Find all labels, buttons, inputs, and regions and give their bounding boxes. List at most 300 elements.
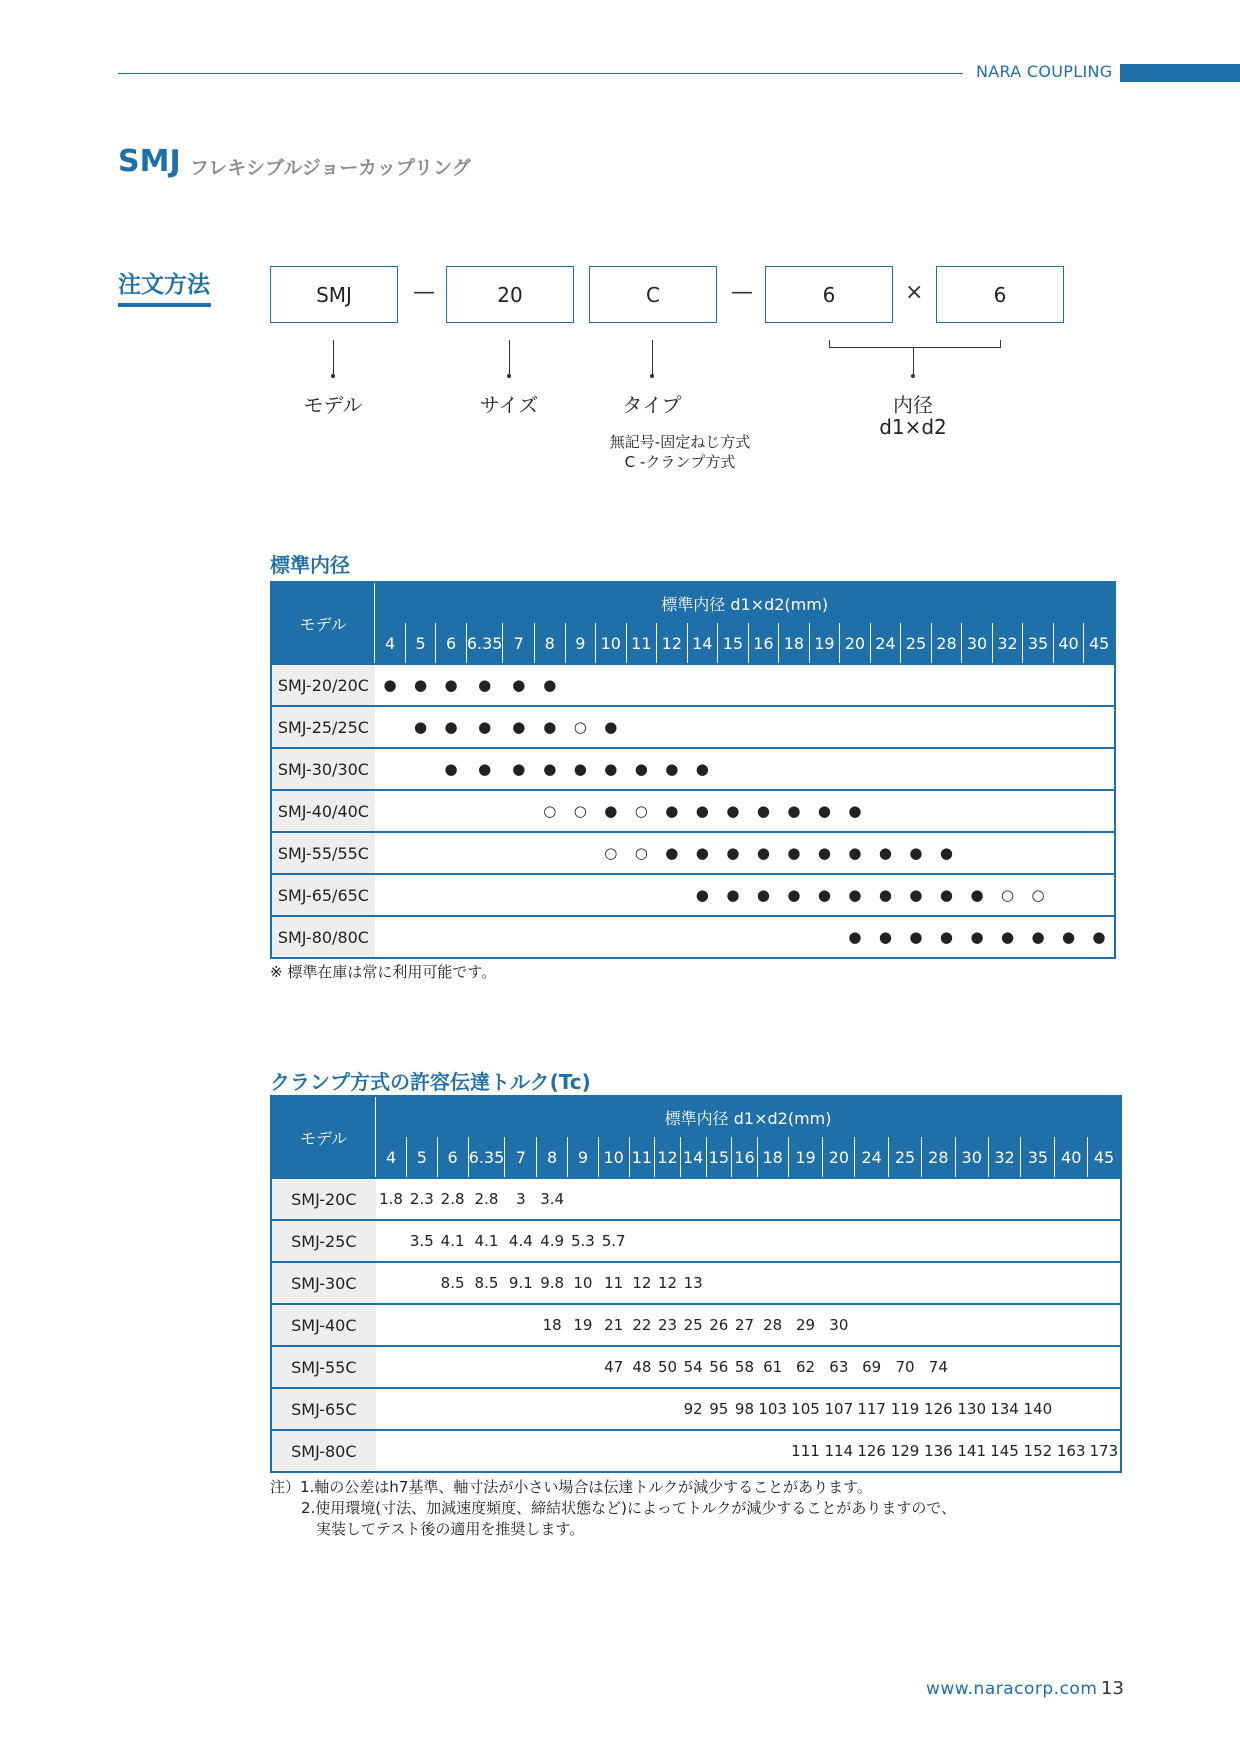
table-cell (1055, 1262, 1088, 1304)
table-cell: ● (657, 832, 688, 874)
table-cell: ● (405, 664, 436, 706)
table-cell (779, 706, 810, 748)
table-cell (565, 874, 596, 916)
table-cell: ● (503, 748, 535, 790)
table-cell (855, 1220, 889, 1262)
row-model-name: SMJ-20C (271, 1178, 376, 1220)
order-label-size: サイズ (479, 393, 539, 417)
order-times-sign: × (905, 280, 924, 305)
table-cell: ● (535, 664, 566, 706)
table-cell: 129 (889, 1430, 922, 1472)
table-cell (466, 790, 503, 832)
table-cell (855, 1304, 889, 1346)
table-cell (955, 1178, 988, 1220)
row-model-name: SMJ-40C (271, 1304, 376, 1346)
table-cell (779, 916, 810, 958)
table-cell: ● (748, 790, 779, 832)
table-cell (596, 916, 627, 958)
bore-size-header: 24 (855, 1137, 889, 1178)
table-cell (1055, 1388, 1088, 1430)
table-cell (598, 1178, 629, 1220)
table-cell (629, 1220, 655, 1262)
table-cell (870, 748, 901, 790)
table-cell: 5.3 (568, 1220, 599, 1262)
connector-dot (331, 374, 335, 378)
table-cell: ● (718, 832, 749, 874)
table-cell (809, 916, 840, 958)
table-cell (757, 1262, 788, 1304)
table-cell: ● (375, 664, 406, 706)
table-cell: 50 (655, 1346, 681, 1388)
table-cell: ● (779, 790, 810, 832)
bore-size-header: 12 (655, 1137, 681, 1178)
table-cell: ● (503, 706, 535, 748)
table-cell (436, 832, 467, 874)
table-cell (1088, 1304, 1121, 1346)
table-cell (889, 1178, 922, 1220)
table-cell: ● (466, 748, 503, 790)
standard-bore-title: 標準内径 (270, 553, 350, 577)
bore-size-header: 6.35 (466, 623, 503, 664)
table-cell (1023, 790, 1054, 832)
row-model-name: SMJ-65C (271, 1388, 376, 1430)
table-cell (732, 1220, 758, 1262)
table-cell (809, 664, 840, 706)
table-cell: ○ (565, 706, 596, 748)
table-cell: ● (870, 874, 901, 916)
table-cell (992, 790, 1023, 832)
table-cell (535, 916, 566, 958)
table-cell (1084, 748, 1115, 790)
table-row (271, 916, 1115, 958)
bracket-bottom (829, 347, 1001, 348)
table-cell: 9.8 (537, 1262, 568, 1304)
table-cell: 9.1 (505, 1262, 537, 1304)
table-cell (537, 1346, 568, 1388)
table-cell (565, 664, 596, 706)
table-row (271, 1430, 1121, 1472)
table-cell (840, 748, 871, 790)
table-cell: ● (809, 790, 840, 832)
table-cell: ● (503, 664, 535, 706)
table-cell (405, 832, 436, 874)
table-cell (1055, 1178, 1088, 1220)
table-cell (757, 1178, 788, 1220)
table-cell (657, 706, 688, 748)
table-cell (468, 1430, 505, 1472)
table-cell (788, 1178, 823, 1220)
table-cell (788, 1220, 823, 1262)
bore-size-header: 6 (436, 623, 467, 664)
table-cell (962, 790, 993, 832)
table-row (271, 874, 1115, 916)
table-cell: 47 (598, 1346, 629, 1388)
table-cell: 4.4 (505, 1220, 537, 1262)
table-cell: ● (901, 916, 932, 958)
table-cell (565, 832, 596, 874)
table-cell (657, 664, 688, 706)
bore-size-header: 40 (1055, 1137, 1088, 1178)
table-cell (870, 790, 901, 832)
table-cell (788, 1262, 823, 1304)
order-method-underline (118, 303, 211, 307)
table-cell: 141 (955, 1430, 988, 1472)
model-column-header: モデル (271, 582, 375, 664)
table-cell: 28 (757, 1304, 788, 1346)
page-title-subtitle: フレキシブルジョーカップリング (190, 157, 471, 179)
table-cell (568, 1346, 599, 1388)
row-model-name: SMJ-20/20C (271, 664, 375, 706)
table-cell (809, 748, 840, 790)
table-cell (901, 748, 932, 790)
table-cell: 2.8 (468, 1178, 505, 1220)
table-cell (503, 874, 535, 916)
table-cell: 54 (680, 1346, 706, 1388)
table-cell: ● (870, 832, 901, 874)
bore-size-header: 5 (406, 1137, 437, 1178)
table-row (271, 1388, 1121, 1430)
table-cell: 19 (568, 1304, 599, 1346)
table-cell (955, 1220, 988, 1262)
connector-line (913, 347, 914, 375)
table-cell (1053, 874, 1084, 916)
table-cell (375, 706, 406, 748)
table-cell: ● (596, 790, 627, 832)
table-cell (535, 832, 566, 874)
standard-bore-footnote: ※ 標準在庫は常に利用可能です。 (270, 963, 497, 981)
table-cell: 2.3 (406, 1178, 437, 1220)
table-cell: 134 (988, 1388, 1021, 1430)
bore-size-header: 4 (375, 623, 406, 664)
bore-size-header: 10 (598, 1137, 629, 1178)
table-cell: 4.9 (537, 1220, 568, 1262)
table-cell: 103 (757, 1388, 788, 1430)
table-row (271, 706, 1115, 748)
table-cell: 25 (680, 1304, 706, 1346)
table-cell (466, 916, 503, 958)
bore-size-header: 6 (437, 1137, 468, 1178)
table-cell (1053, 832, 1084, 874)
table-cell (732, 1262, 758, 1304)
table-cell: 10 (568, 1262, 599, 1304)
table-cell: 23 (655, 1304, 681, 1346)
table-cell (1084, 790, 1115, 832)
table-cell: 62 (788, 1346, 823, 1388)
table-cell (437, 1346, 468, 1388)
table-cell: 8.5 (468, 1262, 505, 1304)
table-cell (537, 1430, 568, 1472)
header-brand: NARA COUPLING (976, 62, 1113, 81)
table-cell (680, 1178, 706, 1220)
table-cell (406, 1262, 437, 1304)
table-cell: 21 (598, 1304, 629, 1346)
table-cell: ● (466, 706, 503, 748)
table-cell (901, 790, 932, 832)
table-cell (1088, 1388, 1121, 1430)
table-cell: 3.4 (537, 1178, 568, 1220)
table-cell: ● (535, 706, 566, 748)
bore-size-header: 18 (779, 623, 810, 664)
table-cell: 1.8 (376, 1178, 407, 1220)
table-cell (626, 874, 657, 916)
table-cell (870, 664, 901, 706)
bore-size-header: 8 (537, 1137, 568, 1178)
table-cell (901, 706, 932, 748)
table-cell (1055, 1346, 1088, 1388)
table-cell: 70 (889, 1346, 922, 1388)
table-cell (535, 874, 566, 916)
table-cell (505, 1430, 537, 1472)
table-cell (1021, 1346, 1055, 1388)
table-cell (376, 1262, 407, 1304)
table-cell (1053, 664, 1084, 706)
table-cell (1088, 1262, 1121, 1304)
table-cell: ● (809, 832, 840, 874)
table-cell (1053, 706, 1084, 748)
table-cell (565, 916, 596, 958)
table-cell (748, 916, 779, 958)
table-cell (706, 1262, 732, 1304)
table-cell (718, 706, 749, 748)
table-cell (466, 832, 503, 874)
table-cell: 5.7 (598, 1220, 629, 1262)
bore-size-header: 14 (680, 1137, 706, 1178)
table-cell (748, 664, 779, 706)
table-cell: ● (809, 874, 840, 916)
table-cell: ● (466, 664, 503, 706)
table-cell (921, 1220, 955, 1262)
table-cell (503, 832, 535, 874)
table-cell (823, 1178, 855, 1220)
order-separator: — (413, 280, 435, 305)
order-label-type: タイプ (622, 393, 682, 417)
table-cell (732, 1430, 758, 1472)
table-cell (889, 1262, 922, 1304)
table-row (271, 1346, 1121, 1388)
header-accent-bar (1120, 64, 1240, 82)
table-cell: 4.1 (468, 1220, 505, 1262)
table-cell: 56 (706, 1346, 732, 1388)
table-cell (955, 1262, 988, 1304)
table-cell (375, 748, 406, 790)
bore-size-header: 40 (1053, 623, 1084, 664)
table-cell (1023, 706, 1054, 748)
table-cell (1084, 664, 1115, 706)
table-cell: 63 (823, 1346, 855, 1388)
torque-note-2: 2.使用環境(寸法、加減速度頻度、締結状態など)によってトルクが減少することがありますので、 (301, 1499, 957, 1517)
table-cell: ● (718, 790, 749, 832)
table-cell: ○ (535, 790, 566, 832)
page-number: 13 (1101, 1678, 1124, 1699)
table-cell (596, 664, 627, 706)
row-model-name: SMJ-30C (271, 1262, 376, 1304)
table-cell (748, 706, 779, 748)
table-cell (1053, 790, 1084, 832)
table-cell (962, 706, 993, 748)
table-cell: 152 (1021, 1430, 1055, 1472)
table-cell (505, 1346, 537, 1388)
table-cell: 13 (680, 1262, 706, 1304)
row-model-name: SMJ-55/55C (271, 832, 375, 874)
table-cell: 22 (629, 1304, 655, 1346)
table-cell (1023, 664, 1054, 706)
table-cell: ● (436, 664, 467, 706)
table-cell (962, 748, 993, 790)
table-cell: ● (687, 790, 718, 832)
table-row (271, 832, 1115, 874)
table-cell: ● (718, 874, 749, 916)
table-row (271, 790, 1115, 832)
table-cell (757, 1430, 788, 1472)
bore-size-header: 16 (732, 1137, 758, 1178)
table-cell (855, 1262, 889, 1304)
table-cell: 126 (921, 1388, 955, 1430)
bore-size-header: 20 (840, 623, 871, 664)
table-cell (1084, 874, 1115, 916)
type-note-clamp: C -クランプ方式 (624, 453, 736, 471)
table-cell (505, 1388, 537, 1430)
bore-size-header: 35 (1021, 1137, 1055, 1178)
connector-line (333, 340, 334, 375)
table-cell: ● (535, 748, 566, 790)
table-cell: ○ (626, 790, 657, 832)
table-cell (437, 1430, 468, 1472)
table-cell (962, 832, 993, 874)
table-cell: 26 (706, 1304, 732, 1346)
connector-line (509, 340, 510, 375)
table-cell (687, 706, 718, 748)
table-cell (1023, 832, 1054, 874)
table-cell (680, 1220, 706, 1262)
table-cell (779, 748, 810, 790)
order-label-model: モデル (303, 393, 363, 417)
table-cell (466, 874, 503, 916)
table-cell (901, 664, 932, 706)
table-cell: 4.1 (437, 1220, 468, 1262)
table-cell (1021, 1262, 1055, 1304)
bore-size-header: 11 (626, 623, 657, 664)
table-cell (655, 1220, 681, 1262)
table-row (271, 1262, 1121, 1304)
order-box-d1: 6 (765, 266, 893, 323)
table-cell (405, 874, 436, 916)
table-cell: ● (840, 916, 871, 958)
table-cell: 48 (629, 1346, 655, 1388)
table-cell: 92 (680, 1388, 706, 1430)
bore-size-header: 16 (748, 623, 779, 664)
table-cell: 61 (757, 1346, 788, 1388)
table-cell: ○ (565, 790, 596, 832)
clamp-torque-title: クランプ方式の許容伝達トルク(Tc) (270, 1070, 591, 1094)
bore-size-header: 28 (931, 623, 962, 664)
table-cell (931, 748, 962, 790)
connector-line (652, 340, 653, 375)
order-box-model: SMJ (270, 266, 398, 323)
bore-size-header: 24 (870, 623, 901, 664)
order-method-title: 注文方法 (118, 272, 210, 298)
table-cell (626, 706, 657, 748)
footer-url[interactable]: www.naracorp.com (926, 1679, 1098, 1699)
table-cell (503, 916, 535, 958)
table-cell (376, 1430, 407, 1472)
table-cell (732, 1178, 758, 1220)
table-cell: ● (436, 706, 467, 748)
table-cell (1023, 748, 1054, 790)
type-note-set-screw: 無記号-固定ねじ方式 (609, 433, 751, 451)
table-cell (1021, 1178, 1055, 1220)
table-cell: ● (748, 832, 779, 874)
table-cell (436, 790, 467, 832)
table-cell (1084, 706, 1115, 748)
table-cell (598, 1388, 629, 1430)
table-cell: ● (596, 748, 627, 790)
bore-size-header: 9 (565, 623, 596, 664)
table-cell: 117 (855, 1388, 889, 1430)
table-cell (889, 1304, 922, 1346)
bore-size-header: 30 (962, 623, 993, 664)
table-cell (992, 748, 1023, 790)
table-cell: ● (436, 748, 467, 790)
table-cell: 8.5 (437, 1262, 468, 1304)
table-cell (657, 874, 688, 916)
table-cell: ● (931, 874, 962, 916)
table-cell (855, 1178, 889, 1220)
table-cell (823, 1220, 855, 1262)
table-cell: 140 (1021, 1388, 1055, 1430)
table-cell (992, 706, 1023, 748)
table-cell: ● (779, 832, 810, 874)
table-cell: 98 (732, 1388, 758, 1430)
table-cell: ● (626, 748, 657, 790)
table-row (271, 1178, 1121, 1220)
table-cell: 11 (598, 1262, 629, 1304)
table-cell: ○ (1023, 874, 1054, 916)
bore-size-header: 35 (1023, 623, 1054, 664)
table-cell (568, 1388, 599, 1430)
bore-size-header: 15 (718, 623, 749, 664)
table-cell (1021, 1220, 1055, 1262)
table-cell: 136 (921, 1430, 955, 1472)
table-cell (687, 664, 718, 706)
table-cell: ● (931, 916, 962, 958)
bore-size-header: 6.35 (468, 1137, 505, 1178)
table-cell: 3 (505, 1178, 537, 1220)
table-cell (568, 1178, 599, 1220)
page-title-model: SMJ (118, 144, 181, 179)
table-cell: 12 (629, 1262, 655, 1304)
table-cell: 173 (1088, 1430, 1121, 1472)
table-cell (779, 664, 810, 706)
bore-column-header: 標準内径 d1×d2(mm) (376, 1096, 1121, 1137)
table-cell (376, 1346, 407, 1388)
table-cell (718, 664, 749, 706)
table-cell (748, 748, 779, 790)
table-cell: ● (779, 874, 810, 916)
table-cell (375, 790, 406, 832)
table-cell: ● (1053, 916, 1084, 958)
table-cell (889, 1220, 922, 1262)
bore-size-header: 28 (921, 1137, 955, 1178)
table-cell (405, 790, 436, 832)
table-cell (706, 1220, 732, 1262)
table-cell (706, 1178, 732, 1220)
table-cell (680, 1430, 706, 1472)
table-cell: ● (687, 874, 718, 916)
table-cell (406, 1346, 437, 1388)
table-cell (405, 916, 436, 958)
bore-size-header: 32 (988, 1137, 1021, 1178)
table-cell (1088, 1178, 1121, 1220)
